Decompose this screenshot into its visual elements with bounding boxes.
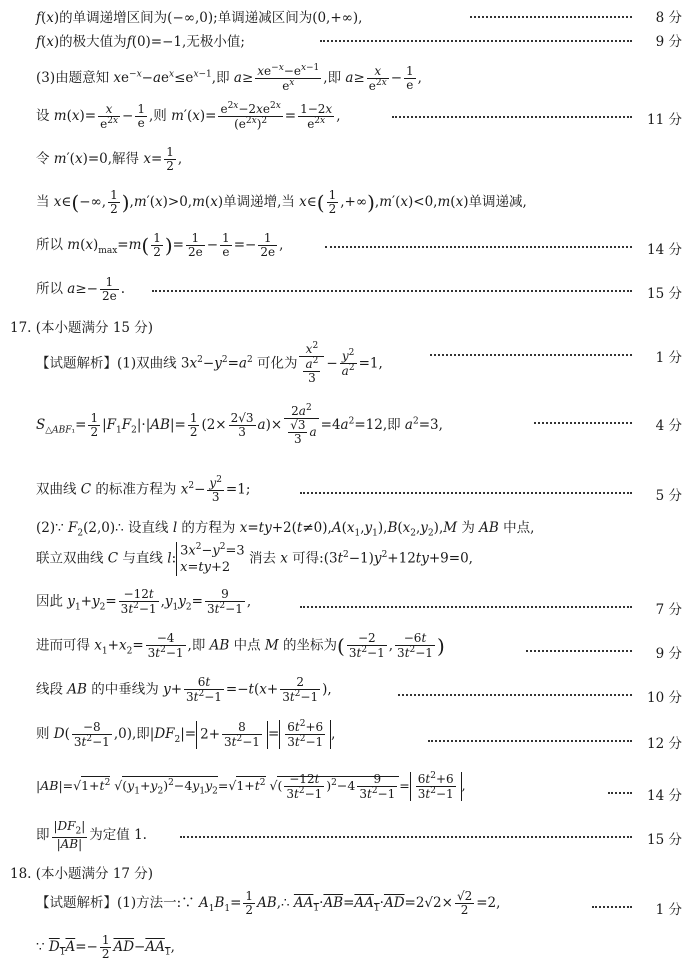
solution-line <box>0 768 692 816</box>
line-text: 所以 a≥− $\frac{1}{2e}$ . <box>36 275 126 304</box>
solution-line <box>0 474 692 510</box>
line-text: 当 x∈(−∞, $\frac{1}{2}$ ),m′(x)>0,m(x)单调递增,当 x∈( $\frac{1}{2}$ ,+∞),m′(x)<0,m(x)单调递减, <box>36 188 527 217</box>
line-text: f(x)的极大值为f(0)=−1,无极小值; <box>36 34 245 50</box>
score-label: 15 分 <box>647 286 682 302</box>
score-label: 12 分 <box>647 736 682 752</box>
solution-line <box>0 818 692 856</box>
problem-heading <box>0 862 692 882</box>
solution-line <box>0 540 692 580</box>
line-text: 因此 $y_1+y_2=$ $\frac{-12t}{3t^2-1}$ $,y_1y_2=$ $\frac{9}{3t^2-1}$ , <box>36 587 252 617</box>
leader-dots <box>534 422 632 424</box>
solution-line <box>0 888 692 926</box>
score-label: 7 分 <box>655 602 682 618</box>
line-text: f(x)的单调递增区间为(−∞,0);单调递减区间为(0,+∞), <box>36 10 363 26</box>
line-text: (2)∵ $F_2(2,0)\therefore$ 设直线 l 的方程为 $x=ty+2(t\ne 0),A(x_1,y_1),B(x_2,y_2),M$ 为 AB 中点, <box>36 520 535 539</box>
leader-dots <box>300 492 632 494</box>
leader-dots <box>592 906 632 908</box>
solution-line <box>0 142 692 178</box>
solution-line <box>0 98 692 134</box>
solution-line <box>0 58 692 94</box>
score-label: 9 分 <box>655 646 682 662</box>
problem-17-heading: 17. (本小题满分 15 分) <box>10 320 154 336</box>
line-text: $|AB|=√1+t^2$ $√(y_1+y_2)^2-4y_1y_2=√1+t^2$ √( $\frac{-12t}{3t^2-1}$ )$^2$−4 $\frac{9}{3t^2-1}$ = $\frac{6t^2+6}{3t^2-1}$ , <box>36 771 466 802</box>
score-label: 11 分 <box>647 112 682 128</box>
solution-line <box>0 718 692 762</box>
problem-heading <box>0 316 692 336</box>
solution-line <box>0 674 692 714</box>
solution-line <box>0 228 692 264</box>
leader-dots <box>470 16 632 18</box>
line-text: (3)由题意知 $xe^{-x}-ae^x\le e^{x-1}$,即 a≥ $\frac{xe^{-x}-e^{x-1}}{e^x}$ ,即 a≥ $\frac{x}{e^{2x}}$ − $\frac{1}{e}$ , <box>36 63 422 94</box>
score-label: 1 分 <box>655 350 682 366</box>
line-text: 则 D( $\frac{-8}{3t^2-1}$ ,0),即$|DF_2|= 2+$ $\frac{8}{3t^2-1}$ = $\frac{6t^2+6}{3t^2-1}$ , <box>36 719 336 750</box>
leader-dots <box>608 792 632 794</box>
leader-dots <box>398 694 632 696</box>
line-text: 双曲线 C 的标准方程为 $x^2-$ $\frac{y^2}{3}$ =1; <box>36 475 251 505</box>
line-text: 【试题解析】(1)双曲线 $3x^2-y^2=a^2$ 可化为 $\frac{x^2}{\frac{a^2}{3}}$ − $\frac{y^2}{a^2}$ =1, <box>36 341 383 386</box>
score-label: 14 分 <box>647 242 682 258</box>
leader-dots <box>392 116 632 118</box>
leader-dots <box>320 40 632 42</box>
line-text: 所以 $m(x)_{max}=m$( $\frac{1}{2}$ )= $\frac{1}{2e}$ − $\frac{1}{e}$ =− $\frac{1}{2e}$ , <box>36 231 284 260</box>
solution-line <box>0 932 692 970</box>
line-text: 进而可得 $x_1+x_2=$ $\frac{-4}{3t^2-1}$ ,即 AB 中点 M 的坐标为( $\frac{-2}{3t^2-1}$ , $\frac{-6t}{3t^2-1}$ ) <box>36 631 445 661</box>
solution-line <box>0 586 692 626</box>
line-text: 设 m(x)= $\frac{x}{e^{2x}}$ − $\frac{1}{e}$ ,则 m′(x)= $\frac{e^{2x}-2xe^{2x}}{(e^{2x})^2}$ = $\frac{1-2x}{e^{2x}}$ , <box>36 101 341 132</box>
solution-line <box>0 30 692 50</box>
score-label: 10 分 <box>647 690 682 706</box>
leader-dots <box>180 836 632 838</box>
solution-line <box>0 630 692 670</box>
score-label: 4 分 <box>655 418 682 434</box>
line-text: $S_{\triangle ABF_1}=$ $\frac{1}{2}$ $|F_1F_2|\cdot|AB|=$ $\frac{1}{2}$ (2× $\frac{2√3}{3}$ a)× $2a^2$ $\frac{√3}{3}$ a $=4a^2=12$,即 $a^2=3$, <box>36 403 443 447</box>
line-text: 令 m′(x)=0,解得 x= $\frac{1}{2}$ , <box>36 145 183 174</box>
line-text: 即 $\frac{|DF_2|}{|AB|}$ 为定值 1. <box>36 819 147 852</box>
leader-dots <box>152 290 632 292</box>
score-label: 5 分 <box>655 488 682 504</box>
leader-dots <box>300 606 632 608</box>
leader-dots <box>325 246 632 248</box>
solution-line <box>0 516 692 539</box>
line-text: ∵ $D_1A=-$ $\frac{1}{2}$ $\overline{AD}-AA_1$, <box>36 933 175 962</box>
solution-line <box>0 272 692 308</box>
score-label: 1 分 <box>655 902 682 918</box>
leader-dots <box>430 354 632 356</box>
line-text: 【试题解析】(1)方法一:∵ $A_1B_1=$ $\frac{1}{2}$ AB,∴ $AA_1\cdot\overline{AB}=AA_1\cdot\overline{AD}=2√2\times$ $\frac{√2}{2}$ =2, <box>36 889 501 918</box>
solution-line <box>0 338 692 394</box>
score-label: 9 分 <box>655 34 682 50</box>
problem-18-heading: 18. (本小题满分 17 分) <box>10 866 154 882</box>
score-label: 15 分 <box>647 832 682 848</box>
score-label: 14 分 <box>647 788 682 804</box>
leader-dots <box>428 740 632 742</box>
solution-line <box>0 6 692 26</box>
score-label: 8 分 <box>655 10 682 26</box>
solution-line <box>0 398 692 460</box>
solution-line <box>0 185 692 221</box>
line-text: 线段 AB 的中垂线为 y+ $\frac{6t}{3t^2-1}$ =−t(x+ $\frac{2}{3t^2-1}$ ), <box>36 675 332 705</box>
leader-dots <box>526 650 632 652</box>
line-text: 联立双曲线 C 与直线 l: $3x^2-y^2=3$ x=ty+2 消去 x 可得$:(3t^2-1)y^2+12ty+9=0$, <box>36 542 473 575</box>
